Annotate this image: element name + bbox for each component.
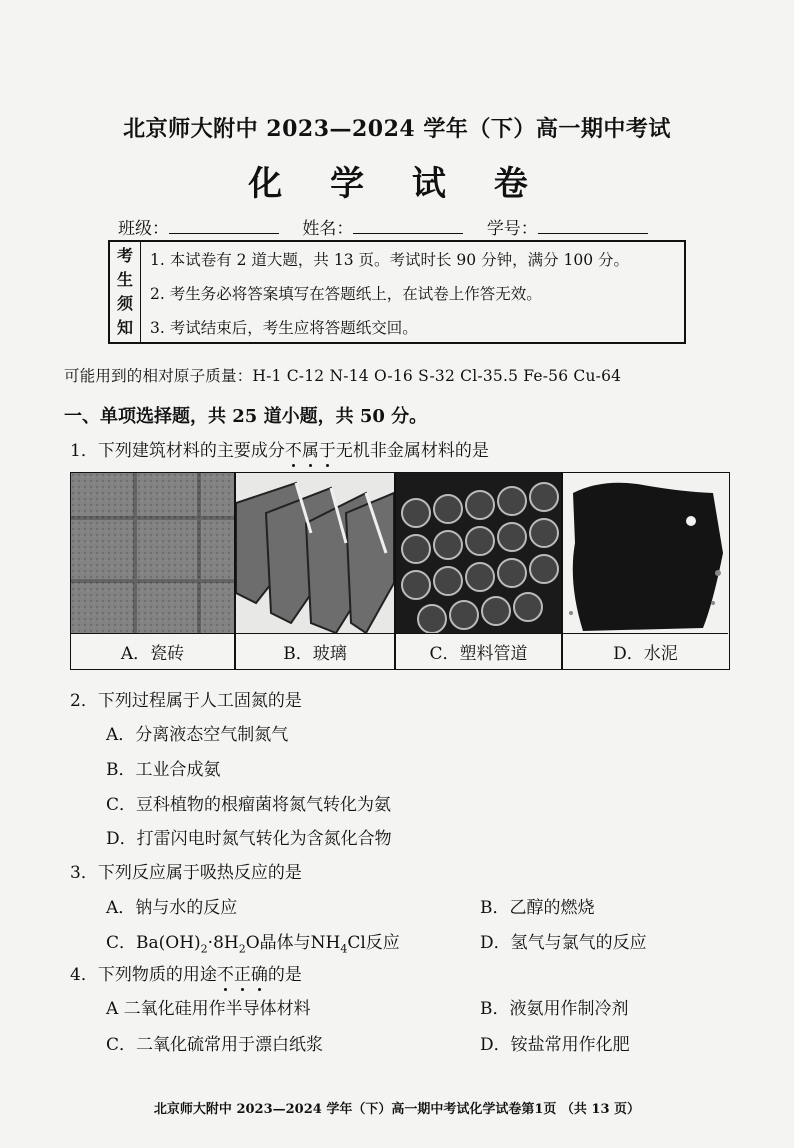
caption-b: B．玻璃 — [236, 633, 394, 669]
page-footer: 北京师大附中 2023—2024 学年（下）高一期中考试化学试卷第1页 （共 13 页） — [153, 1102, 641, 1117]
id-label: 学号： — [486, 219, 538, 239]
q2-option-a[interactable]: A．分离液态空气制氮气 — [106, 725, 289, 745]
cement-image — [563, 473, 729, 633]
q2-option-c[interactable]: C．豆科植物的根瘤菌将氮气转化为氨 — [106, 795, 392, 815]
notice-char: 须 — [116, 294, 133, 313]
q3-option-d[interactable]: D．氢气与氯气的反应 — [480, 933, 647, 953]
notice-item: 2. 考生务必将答案填写在答题纸上，在试卷上作答无效。 — [150, 285, 542, 303]
exam-notice-box — [108, 240, 686, 344]
emphasis-char: 不 — [216, 965, 234, 985]
class-label: 班级： — [118, 219, 169, 239]
q4-option-a[interactable]: A 二氧化硅用作半导体材料 — [106, 999, 311, 1019]
question-2-stem: 2．下列过程属于人工固氮的是 — [70, 691, 302, 711]
material-figure — [70, 472, 730, 670]
caption-c: C．塑料管道 — [396, 633, 561, 669]
student-info-line — [118, 214, 666, 239]
caption-d: D．水泥 — [563, 633, 728, 669]
emphasis-char: 正 — [233, 965, 251, 985]
question-3-stem: 3．下列反应属于吸热反应的是 — [70, 863, 302, 883]
q4-option-c[interactable]: C．二氧化硫常用于漂白纸浆 — [106, 1035, 324, 1055]
class-blank[interactable] — [169, 219, 279, 234]
notice-char: 考 — [116, 246, 133, 265]
glass-image — [236, 473, 394, 633]
question-1-stem: 1．下列建筑材料的主要成分不属于无机非金属材料的是 — [70, 441, 489, 461]
name-label: 姓名： — [302, 219, 354, 239]
name-blank[interactable] — [353, 219, 463, 234]
emphasis-char: 于 — [318, 441, 336, 461]
atomic-masses: 可能用到的相对原子质量：H-1 C-12 N-14 O-16 S-32 Cl-35.5 Fe-56 Cu-64 — [64, 367, 622, 385]
notice-item: 3. 考试结束后，考生应将答题纸交回。 — [150, 319, 418, 337]
notice-side-label — [110, 242, 141, 342]
q4-option-b[interactable]: B．液氨用作制冷剂 — [480, 999, 629, 1019]
q3-option-a[interactable]: A．钠与水的反应 — [106, 898, 238, 918]
notice-char: 生 — [116, 270, 133, 289]
q4-option-d[interactable]: D．铵盐常用作化肥 — [480, 1035, 630, 1055]
q3-option-b[interactable]: B．乙醇的燃烧 — [480, 898, 595, 918]
tile-image — [71, 473, 234, 633]
school-title: 北京师大附中 2023—2024 学年（下）高一期中考试 — [123, 116, 671, 142]
q3-option-c[interactable]: C．$Ba(OH)_2\cdot 8H_2O$晶体与$NH_4Cl$反应 — [106, 933, 400, 956]
section-title: 一、单项选择题，共 25 道小题，共 50 分。 — [64, 406, 428, 427]
question-4-stem: 4．下列物质的用途不正确的是 — [70, 965, 302, 985]
id-blank[interactable] — [538, 219, 648, 234]
notice-item: 1. 本试卷有 2 道大题，共 13 页。考试时长 90 分钟，满分 100 分。 — [150, 251, 630, 269]
q2-option-b[interactable]: B．工业合成氨 — [106, 760, 221, 780]
emphasis-char: 不 — [284, 441, 302, 461]
emphasis-char: 属 — [301, 441, 319, 461]
q2-option-d[interactable]: D．打雷闪电时氮气转化为含氮化合物 — [106, 829, 392, 849]
emphasis-char: 确 — [250, 965, 268, 985]
subject-title: 化 学 试 卷 — [248, 164, 546, 204]
notice-char: 知 — [116, 318, 133, 337]
caption-a: A．瓷砖 — [71, 633, 234, 669]
pipe-image — [396, 473, 561, 633]
